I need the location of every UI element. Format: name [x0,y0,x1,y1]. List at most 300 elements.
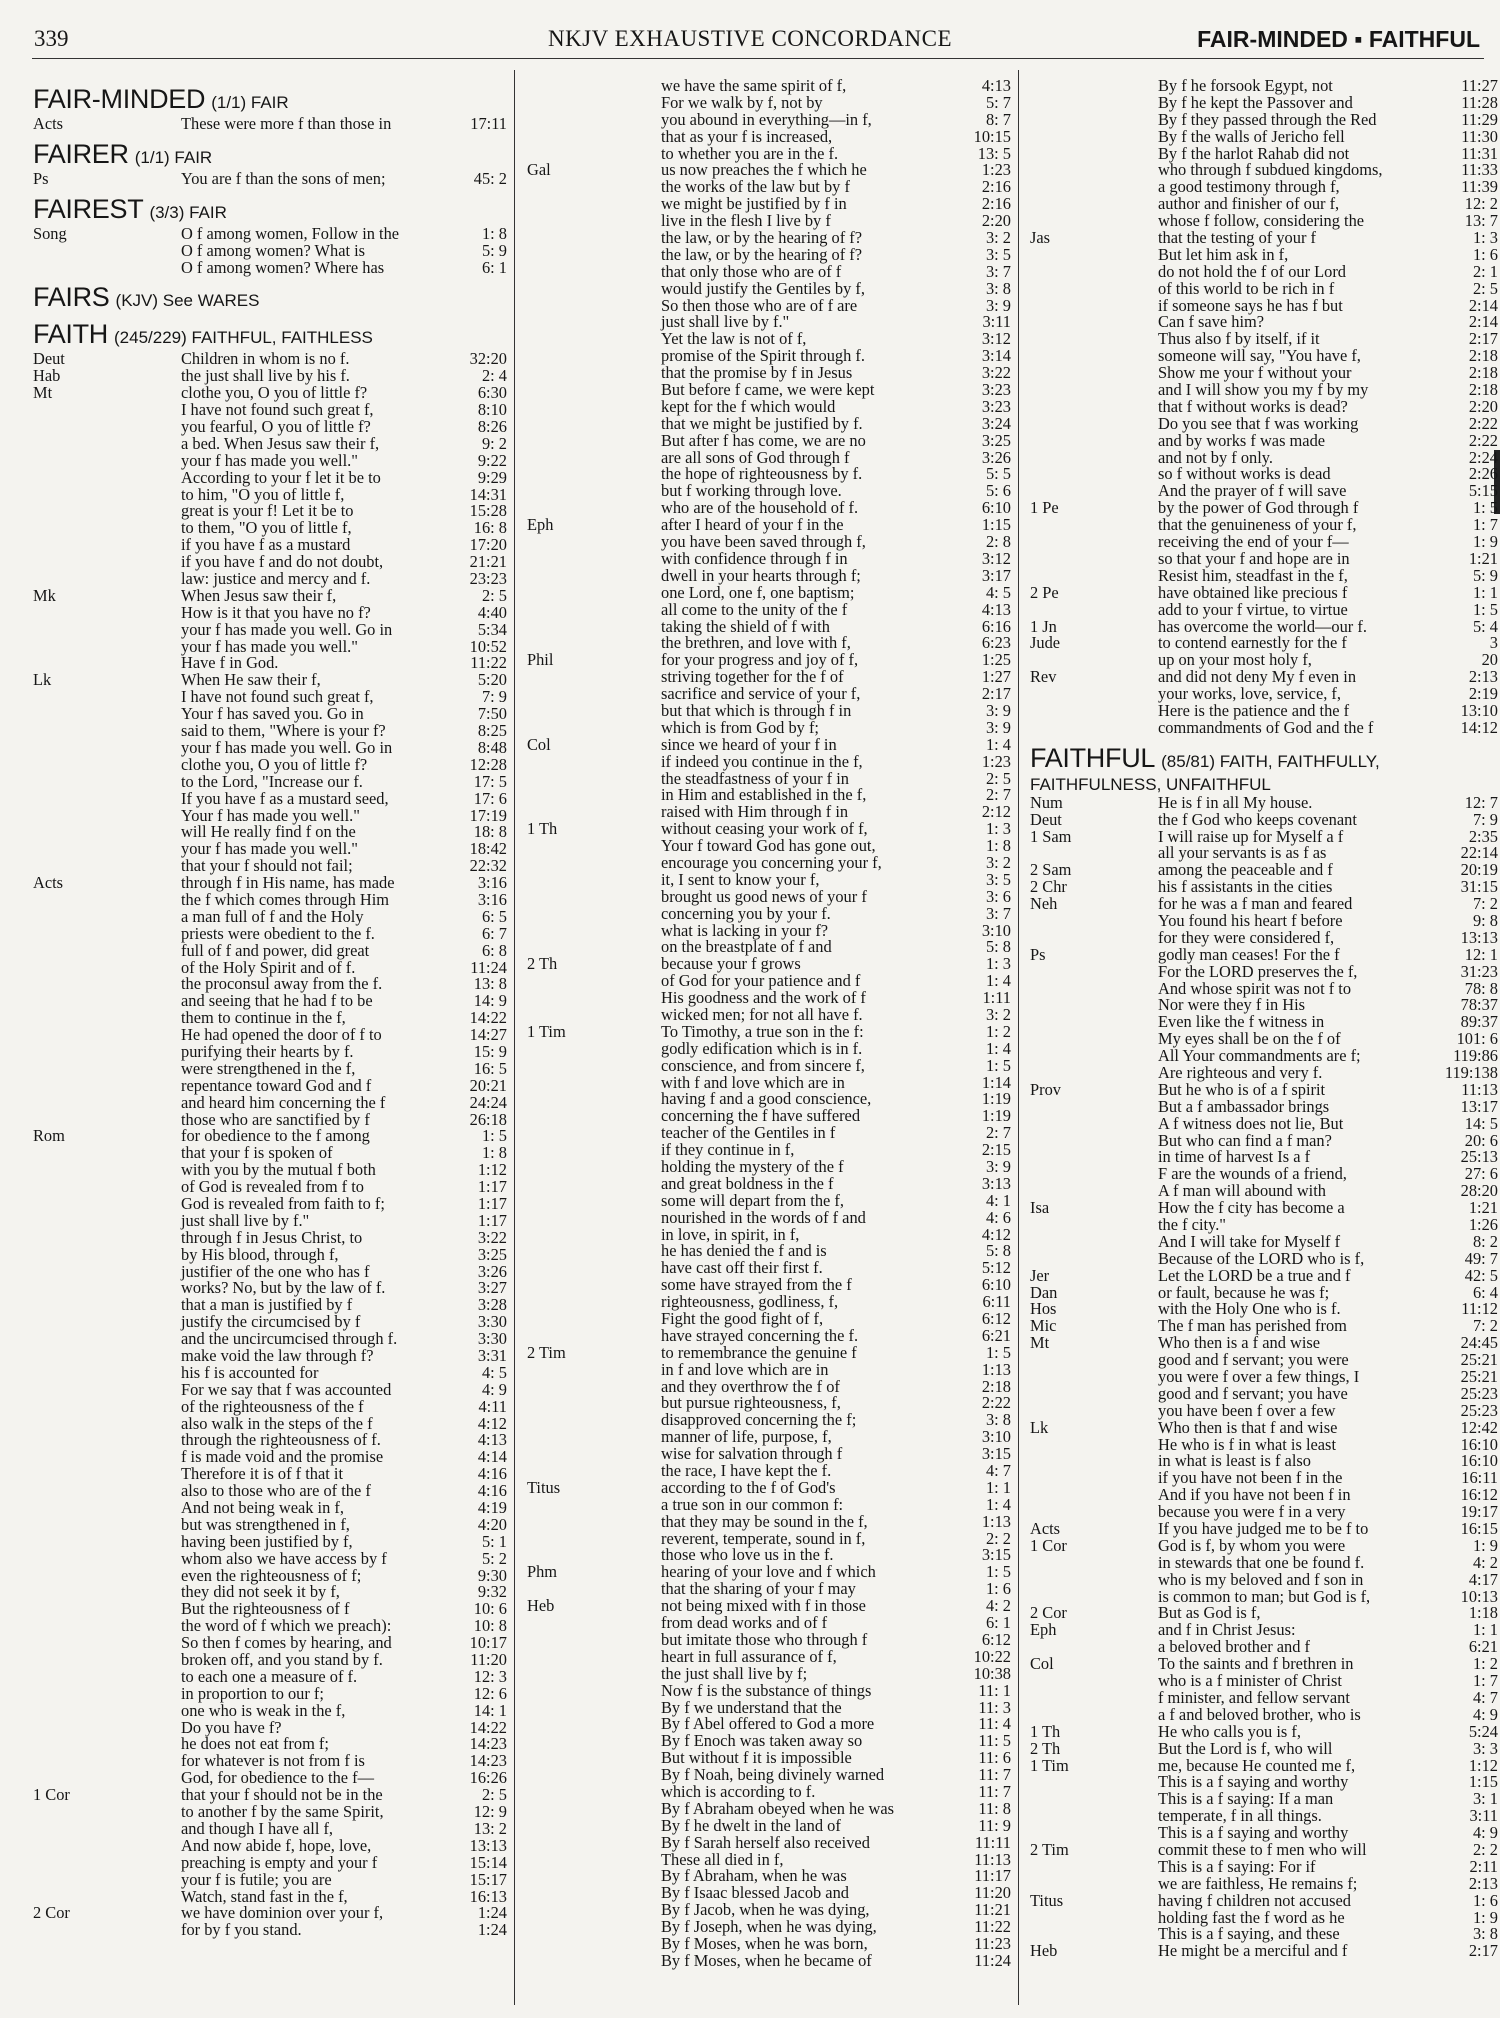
book-abbrev: 1 Cor [1030,1535,1067,1555]
verse-reference: 3: 6 [985,886,1011,906]
context-text: we are faithless, He remains f; [1158,1873,1358,1893]
verse-reference: 11:28 [1461,92,1498,112]
context-text: Who then is that f and wise [1158,1417,1338,1437]
context-text: good and f servant; you have [1158,1383,1348,1403]
book-abbrev: 1 Pe [1030,498,1059,518]
header-rule [32,58,1484,59]
book-abbrev: Eph [1030,1620,1057,1640]
verse-reference: 3: 2 [985,228,1011,248]
verse-reference: 1:17 [477,1210,507,1230]
context-text: whose f follow, considering the [1158,211,1365,231]
verse-reference: 2: 7 [985,785,1011,805]
context-text: God is revealed from faith to f; [181,1193,385,1213]
context-text: And now abide f, hope, love, [181,1835,372,1855]
book-abbrev: Num [1030,792,1063,812]
verse-reference: 11: 3 [978,1697,1011,1717]
context-text: of this world to be rich in f [1158,278,1335,298]
context-text: The f man has perished from [1158,1316,1347,1336]
verse-reference: 9: 2 [481,433,507,453]
context-text: But as God is f, [1158,1603,1261,1623]
context-text: a beloved brother and f [1158,1637,1311,1657]
context-text: I have not found such great f, [181,687,374,707]
context-text: those who love us in the f. [661,1545,834,1565]
context-text: By f Enoch was taken away so [661,1731,863,1751]
book-abbrev: Lk [33,670,52,690]
verse-reference: 2:16 [981,194,1011,214]
context-text: If you have f as a mustard seed, [181,788,389,808]
headword: FAIRER [33,138,129,169]
verse-reference: 3:26 [477,1261,507,1281]
context-text: By f he forsook Egypt, not [1158,78,1333,95]
verse-reference: 1:14 [981,1072,1011,1092]
verse-reference: 11:13 [1461,1079,1498,1099]
context-text: By f the walls of Jericho fell [1158,126,1345,146]
verse-reference: 28:20 [1460,1181,1498,1201]
context-text: and heard him concerning the f [181,1092,386,1112]
verse-reference: 1: 8 [985,836,1011,856]
verse-reference: 17:19 [469,805,507,825]
verse-reference: 11:17 [974,1866,1011,1886]
context-text: These were more f than those in [181,114,392,133]
verse-reference: 3:15 [981,1444,1011,1464]
context-text: Your f toward God has gone out, [661,836,876,856]
verse-reference: 3:14 [981,346,1011,366]
context-text: so that your f and hope are in [1158,548,1350,568]
concordance-line [527,751,1011,771]
context-text: promise of the Spirit through f. [661,346,865,366]
verse-reference: 17:11 [470,114,507,133]
verse-reference: 2:15 [981,1140,1011,1160]
context-text: a good testimony through f, [1158,177,1340,197]
context-text: and not by f only. [1158,447,1274,467]
verse-reference: 11: 7 [978,1781,1011,1801]
context-text: the brethren, and love with f, [661,633,851,653]
context-text: having been justified by f, [181,1531,353,1551]
context-text: in proportion to our f; [181,1683,324,1703]
verse-reference: 15: 9 [473,1041,507,1061]
context-text: This is a f saying: If a man [1158,1789,1334,1809]
context-text: with the Holy One who is f. [1158,1299,1341,1319]
verse-reference: 5:24 [1468,1721,1498,1741]
concordance-line [33,788,507,808]
verse-reference: 14: 9 [473,991,507,1011]
context-text: This is a f saying, and these [1158,1924,1340,1944]
context-text: that as your f is increased, [661,126,833,146]
verse-reference: 13:10 [1460,700,1498,720]
context-text: of the righteousness of the f [181,1396,364,1416]
context-text: so f without works is dead [1158,464,1331,484]
context-text: having f and a good conscience, [661,1089,872,1109]
context-text: for they were considered f, [1158,927,1335,947]
context-text: to each one a measure of f. [181,1666,358,1686]
context-text: have obtained like precious f [1158,582,1348,602]
context-text: How is it that you have no f? [181,602,371,622]
verse-reference: 4: 5 [481,1362,507,1382]
verse-reference: 10: 8 [473,1616,507,1636]
context-text: not being mixed with f in those [661,1596,866,1616]
verse-reference: 2:17 [1468,329,1498,349]
book-abbrev: Song [33,223,67,243]
verse-reference: 6:16 [981,616,1011,636]
verse-reference: 11:11 [974,1832,1011,1852]
context-text: in love, in spirit, in f, [661,1224,800,1244]
context-text: the just shall live by f; [661,1663,808,1683]
context-text: in Him and established in the f, [661,785,867,805]
context-text: the hope of righteousness by f. [661,464,863,484]
concordance-line [1030,1943,1498,1960]
verse-reference: 5: 1 [481,1531,507,1551]
verse-reference: 2:18 [1468,346,1498,366]
context-text: and did not deny My f even in [1158,667,1357,687]
verse-reference: 1:23 [981,160,1011,180]
context-text: us now preaches the f which he [661,160,867,180]
context-text: His goodness and the work of f [661,988,866,1008]
verse-reference: 1:21 [1468,1198,1498,1218]
context-text: your works, love, service, f, [1158,684,1341,704]
verse-reference: 4:13 [981,78,1011,95]
context-text: all come to the unity of the f [661,599,848,619]
context-text: the law, or by the hearing of f? [661,228,863,248]
verse-reference: 6:30 [477,383,507,403]
concordance-column-2 [527,78,1011,2013]
context-text: When He saw their f, [181,670,321,690]
concordance-line [527,1950,1011,1970]
context-text: raised with Him through f in [661,802,849,822]
verse-reference: 89:37 [1460,1012,1498,1032]
context-text: the f which comes through Him [181,889,390,909]
context-text: And whose spirit was not f to [1158,978,1352,998]
context-text: having f children not accused [1158,1890,1351,1910]
context-text: do not hold the f of our Lord [1158,261,1347,281]
concordance-line [33,1869,507,1889]
verse-reference: 5: 2 [481,1548,507,1568]
context-text: on the breastplate of f and [661,937,832,957]
verse-reference: 2:20 [981,211,1011,231]
context-text: This is a f saying and worthy [1158,1823,1349,1843]
context-text: encourage you concerning your f, [661,852,882,872]
page-header [0,0,1500,64]
verse-reference: 3:12 [981,548,1011,568]
context-text: to whether you are in the f. [661,143,839,163]
verse-reference: 11: 7 [978,1765,1011,1785]
context-text: holding fast the f word as he [1158,1907,1345,1927]
verse-reference: 1:17 [477,1193,507,1213]
book-abbrev: 2 Chr [1030,877,1067,897]
book-abbrev: Mic [1030,1316,1057,1336]
verse-reference: 1:27 [981,667,1011,687]
verse-reference: 11: 5 [978,1731,1011,1751]
column-divider [514,70,515,2005]
verse-reference: 3:27 [477,1278,507,1298]
context-text: Children in whom is no f. [181,349,350,369]
concordance-line [1030,295,1498,315]
verse-reference: 1: 8 [481,1143,507,1163]
context-text: is common to man; but God is f, [1158,1586,1371,1606]
concordance-line [1030,809,1498,829]
verse-reference: 20: 6 [1464,1130,1498,1150]
context-text: temperate, f in all things. [1158,1806,1322,1826]
context-text: according to the f of God's [661,1477,836,1497]
verse-reference: 11:27 [1461,78,1498,95]
context-text: what is lacking in your f? [661,920,829,940]
context-text: but that which is through f in [661,700,852,720]
context-text: Now f is the substance of things [661,1680,872,1700]
verse-reference: 5: 5 [985,464,1011,484]
verse-reference: 1: 6 [985,1579,1011,1599]
context-text: but was strengthened in f, [181,1514,350,1534]
verse-reference: 4: 9 [1472,1704,1498,1724]
verse-reference: 12:42 [1460,1417,1498,1437]
context-text: are all sons of God through f [661,447,850,467]
context-text: the race, I have kept the f. [661,1461,832,1481]
verse-reference: 12: 6 [473,1683,507,1703]
verse-reference: 2: 4 [481,366,507,386]
verse-reference: 11:30 [1461,126,1498,146]
headword: FAIR-MINDED [33,84,206,114]
context-text: he does not eat from f; [181,1734,329,1754]
context-text: By f Moses, when he became of [661,1950,872,1970]
verse-reference: 31:15 [1460,877,1498,897]
verse-reference: 12: 3 [473,1666,507,1686]
heading-info: FAITHFULNESS, UNFAITHFUL [1030,774,1271,794]
book-abbrev: Rom [33,1126,65,1146]
context-text: And if you have not been f in [1158,1485,1351,1505]
book-abbrev: Acts [33,114,64,133]
context-text: Are righteous and very f. [1158,1062,1323,1082]
context-text: Thus also f by itself, if it [1158,329,1320,349]
book-abbrev: 2 Sam [1030,860,1072,880]
verse-reference: 42: 5 [1464,1265,1498,1285]
verse-reference: 2:14 [1468,295,1498,315]
context-text: in what is least is f also [1158,1451,1311,1471]
verse-reference: 4:11 [478,1396,507,1416]
context-text: your f has made you well." [181,450,358,470]
verse-reference: 13: 8 [473,974,507,994]
verse-reference: 3: 5 [985,869,1011,889]
verse-reference: 1: 5 [985,1342,1011,1362]
verse-reference: 16:26 [469,1768,507,1788]
entry-heading [33,319,507,350]
context-text: and by works f was made [1158,430,1326,450]
context-text: your f has made you well." [181,839,358,859]
book-abbrev: Ps [33,168,49,188]
heading-info: (1/1) FAIR [134,147,213,167]
book-abbrev: Hab [33,366,61,386]
verse-reference: 31:23 [1460,961,1498,981]
verse-reference: 1: 5 [1472,498,1498,518]
context-text: said to them, "Where is your f? [181,721,386,741]
context-text: because your f grows [661,954,801,974]
context-text: receiving the end of your f— [1158,532,1349,552]
context-text: concerning the f have suffered [661,1106,861,1126]
context-text: the f city." [1158,1215,1226,1234]
verse-reference: 12: 9 [473,1802,507,1822]
verse-reference: 1:19 [981,1089,1011,1109]
context-text: He is f in all My house. [1158,792,1313,812]
context-text: you have been saved through f, [661,532,866,552]
verse-reference: 5:12 [981,1258,1011,1278]
verse-reference: 2: 5 [985,768,1011,788]
context-text: By f he kept the Passover and [1158,92,1353,112]
verse-reference: 15:17 [469,1869,507,1889]
verse-reference: 3:24 [981,413,1011,433]
verse-reference: 13:17 [1460,1096,1498,1116]
context-text: A f witness does not lie, But [1158,1113,1344,1133]
verse-reference: 16:10 [1460,1451,1498,1471]
context-text: By f Noah, being divinely warned [661,1765,885,1785]
context-text: I have not found such great f, [181,400,374,420]
verse-reference: 1:21 [1468,548,1498,568]
verse-reference: 6: 1 [985,1613,1011,1633]
book-abbrev: Mk [33,585,56,605]
context-text: we might be justified by f in [661,194,847,214]
context-text: By f Jacob, when he was dying, [661,1900,870,1920]
context-text: those who are sanctified by f [181,1109,370,1129]
context-text: for by f you stand. [181,1920,302,1940]
verse-reference: 1:12 [1468,1755,1498,1775]
verse-reference: 8:10 [477,400,507,420]
verse-reference: 3: 8 [1472,1924,1498,1944]
verse-reference: 11:22 [470,653,507,673]
verse-reference: 45: 2 [473,168,507,188]
verse-reference: 49: 7 [1464,1248,1498,1268]
verse-reference: 11:13 [974,1849,1011,1869]
context-text: heart in full assurance of f, [661,1646,837,1666]
concordance-line [1030,1113,1498,1133]
verse-reference: 3:23 [981,396,1011,416]
verse-reference: 2:26 [1468,464,1498,484]
verse-reference: 6:10 [981,498,1011,518]
context-text: for he was a f man and feared [1158,894,1353,914]
book-abbrev: Prov [1030,1079,1061,1099]
context-text: f is made void and the promise [181,1447,384,1467]
context-text: live in the flesh I live by f [661,211,831,231]
context-text: teacher of the Gentiles in f [661,1123,836,1143]
verse-reference: 1: 5 [481,1126,507,1146]
context-text: law: justice and mercy and f. [181,569,371,589]
entry-heading-continued [1030,775,1498,795]
context-text: So then those who are of f are [661,295,858,315]
context-text: commit these to f men who will [1158,1839,1367,1859]
verse-reference: 6: 5 [481,906,507,926]
context-text: By f we understand that the [661,1697,842,1717]
verse-reference: 20:21 [469,1075,507,1095]
context-text: which is according to f. [661,1781,816,1801]
verse-reference: 1: 7 [1472,515,1498,535]
context-text: have strayed concerning the f. [661,1325,859,1345]
context-text: but pursue righteousness, f, [661,1393,841,1413]
context-text: it, I sent to know your f, [661,869,820,889]
concordance-line [33,168,507,188]
verse-reference: 7: 9 [1472,809,1498,829]
verse-reference: 6:12 [981,1629,1011,1649]
verse-reference: 12:28 [469,754,507,774]
book-abbrev: Mt [33,383,53,403]
verse-reference: 2: 5 [481,1785,507,1805]
verse-reference: 3:10 [981,1427,1011,1447]
verse-reference: 4: 9 [1472,1823,1498,1843]
verse-reference: 4: 1 [985,1190,1011,1210]
book-abbrev: Col [527,734,551,754]
verse-reference: 2:22 [1468,413,1498,433]
context-text: If you have judged me to be f to [1158,1519,1369,1539]
context-text: some will depart from the f, [661,1190,844,1210]
context-text: Show me your f without your [1158,363,1352,383]
context-text: This is a f saying and worthy [1158,1772,1349,1792]
verse-reference: 4:20 [477,1514,507,1534]
verse-reference: 12: 7 [1464,792,1498,812]
concordance-line [1030,1890,1498,1910]
verse-reference: 2: 1 [1472,261,1498,281]
verse-reference: 5:20 [477,670,507,690]
context-text: But the Lord is f, who will [1158,1738,1333,1758]
headword: FAIREST [33,193,144,224]
verse-reference: 1: 9 [1472,1535,1498,1555]
context-text: And not being weak in f, [181,1498,344,1518]
verse-reference: 11: 8 [978,1798,1011,1818]
context-text: repentance toward God and f [181,1075,372,1095]
verse-reference: 5:15 [1468,481,1498,501]
context-text: holding the mystery of the f [661,1157,844,1176]
verse-reference: 78: 8 [1464,978,1498,998]
heading-info: (KJV) See WARES [115,291,260,311]
verse-reference: 3:17 [981,565,1011,585]
context-text: These all died in f, [661,1849,784,1869]
context-text: the word of f which we preach): [181,1616,392,1636]
verse-reference: 4: 2 [985,1596,1011,1616]
verse-reference: 2: 5 [1472,278,1498,298]
context-text: also walk in the steps of the f [181,1413,373,1433]
verse-reference: 13:13 [1460,927,1498,947]
concordance-line [33,1244,507,1264]
verse-reference: 11:21 [974,1900,1011,1920]
context-text: works? No, but by the law of f. [181,1278,386,1298]
context-text: by the power of God through f [1158,498,1359,518]
verse-reference: 1: 1 [985,1477,1011,1497]
context-text: were strengthened in the f, [181,1058,356,1078]
verse-reference: 1: 5 [1472,599,1498,619]
context-text: to contend earnestly for the f [1158,633,1347,653]
verse-reference: 6:21 [981,1325,1011,1345]
book-abbrev: Mt [1030,1333,1050,1353]
concordance-line [33,1922,507,1939]
context-text: and though I have all f, [181,1818,334,1838]
verse-reference: 1: 3 [985,954,1011,974]
context-text: good and f servant; you were [1158,1350,1349,1370]
context-text: Even like the f witness in [1158,1012,1325,1032]
verse-reference: 10:17 [469,1633,507,1653]
verse-reference: 1:17 [477,1177,507,1197]
verse-reference: 3:22 [477,1227,507,1247]
context-text: Your f has made you well." [181,805,360,825]
verse-reference: 14: 1 [473,1700,507,1720]
verse-reference: 3: 3 [1472,1738,1498,1758]
context-text: the steadfastness of your f in [661,768,849,788]
context-text: To the saints and f brethren in [1158,1654,1354,1674]
verse-reference: 8: 7 [985,109,1011,129]
context-text: a f and beloved brother, who is [1158,1704,1361,1724]
verse-reference: 25:21 [1460,1367,1498,1387]
context-text: a man full of f and the Holy [181,906,364,926]
context-text: For we walk by f, not by [661,92,823,112]
context-text: But without f it is impossible [661,1748,852,1768]
context-text: Because of the LORD who is f, [1158,1248,1365,1268]
context-text: kept for the f which would [661,396,836,416]
heading-info: (3/3) FAIR [149,202,227,222]
context-text: reverent, temperate, sound in f, [661,1528,866,1548]
context-text: if indeed you continue in the f, [661,751,863,771]
context-text: By f Sarah herself also received [661,1832,870,1852]
